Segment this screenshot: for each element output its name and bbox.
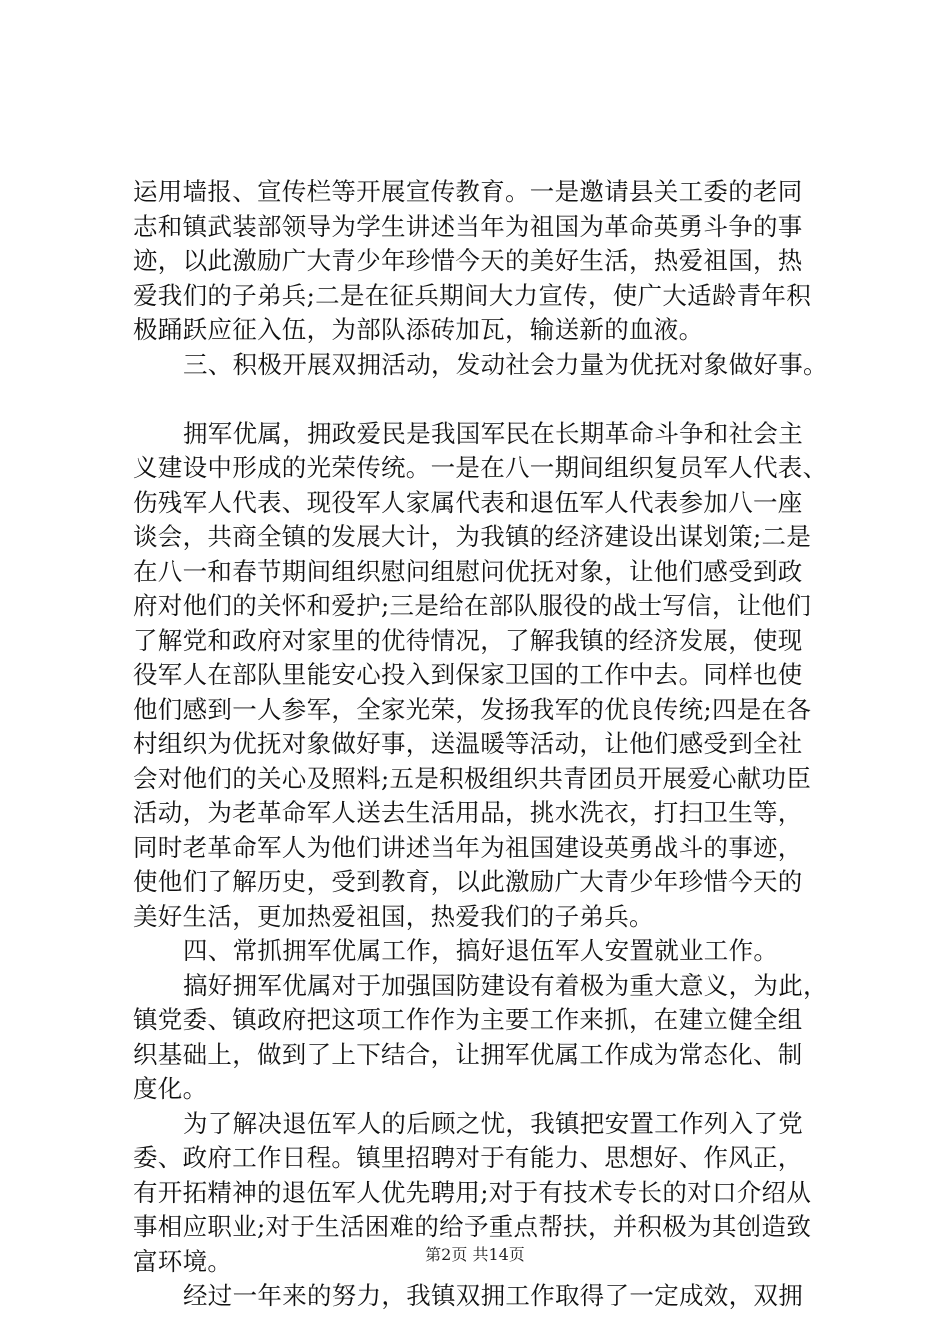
text-line: 迹，以此激励广大青少年珍惜今天的美好生活，热爱祖国，热 — [133, 246, 803, 275]
text-line: 为了解决退伍军人的后顾之忧，我镇把安置工作列入了党 — [183, 1108, 803, 1138]
body-text — [133, 175, 863, 1314]
text-line: 事相应职业;对于生活困难的给予重点帮扶，并积极为其创造致 — [133, 1212, 812, 1241]
text-line: 委、政府工作日程。镇里招聘对于有能力、思想好、作风正， — [133, 1143, 803, 1172]
text-line: 使他们了解历史，受到教育，以此激励广大青少年珍惜今天的 — [133, 867, 803, 896]
section-heading: 三、积极开展双拥活动，发动社会力量为优抚对象做好事。 — [183, 349, 828, 379]
text-line: 经过一年来的努力，我镇双拥工作取得了一定成效，双拥 — [183, 1281, 803, 1310]
text-line: 活动，为老革命军人送去生活用品，挑水洗衣，打扫卫生等， — [133, 798, 803, 827]
text-line: 伤残军人代表、现役军人家属代表和退伍军人代表参加八一座 — [133, 487, 803, 517]
text-line: 他们感到一人参军，全家光荣，发扬我军的优良传统;四是在各 — [133, 694, 812, 724]
text-line: 同时老革命军人为他们讲述当年为祖国建设英勇战斗的事迹， — [133, 832, 803, 862]
text-line: 有开拓精神的退伍军人优先聘用;对于有技术专长的对口介绍从 — [133, 1177, 812, 1207]
text-line: 谈会，共商全镇的发展大计，为我镇的经济建设出谋划策;二是 — [133, 522, 812, 551]
section-heading: 四、常抓拥军优属工作，搞好退伍军人安置就业工作。 — [183, 936, 779, 965]
blank-line — [133, 382, 863, 417]
text-line: 搞好拥军优属对于加强国防建设有着极为重大意义，为此， — [183, 970, 828, 1000]
text-line: 志和镇武装部领导为学生讲述当年为祖国为革命英勇斗争的事 — [133, 211, 803, 241]
text-line: 村组织为优抚对象做好事，送温暖等活动，让他们感受到全社 — [133, 729, 803, 758]
text-line: 在八一和春节期间组织慰问组慰问优抚对象，让他们感受到政 — [133, 556, 803, 586]
text-line: 镇党委、镇政府把这项工作作为主要工作来抓，在建立健全组 — [133, 1005, 803, 1034]
text-line: 会对他们的关心及照料;五是积极组织共青团员开展爱心献功臣 — [133, 763, 812, 793]
text-line: 运用墙报、宣传栏等开展宣传教育。一是邀请县关工委的老同 — [133, 177, 803, 206]
text-line: 美好生活，更加热爱祖国，热爱我们的子弟兵。 — [133, 901, 654, 931]
text-line: 极踊跃应征入伍，为部队添砖加瓦，输送新的血液。 — [133, 315, 704, 344]
text-line: 度化。 — [133, 1074, 208, 1103]
text-line: 爱我们的子弟兵;二是在征兵期间大力宣传，使广大适龄青年积 — [133, 280, 812, 310]
text-line: 府对他们的关怀和爱护;三是给在部队服役的战士写信，让他们 — [133, 591, 812, 620]
text-line: 了解党和政府对家里的优待情况，了解我镇的经济发展，使现 — [133, 625, 803, 655]
page-footer: 第2页 共14页 — [425, 1245, 525, 1264]
text-line: 富环境。 — [133, 1246, 233, 1276]
text-line: 拥军优属，拥政爱民是我国军民在长期革命斗争和社会主 — [183, 418, 803, 448]
text-line: 役军人在部队里能安心投入到保家卫国的工作中去。同样也使 — [133, 660, 803, 689]
text-line: 织基础上，做到了上下结合，让拥军优属工作成为常态化、制 — [133, 1039, 803, 1069]
text-line: 义建设中形成的光荣传统。一是在八一期间组织复员军人代表、 — [133, 453, 828, 482]
